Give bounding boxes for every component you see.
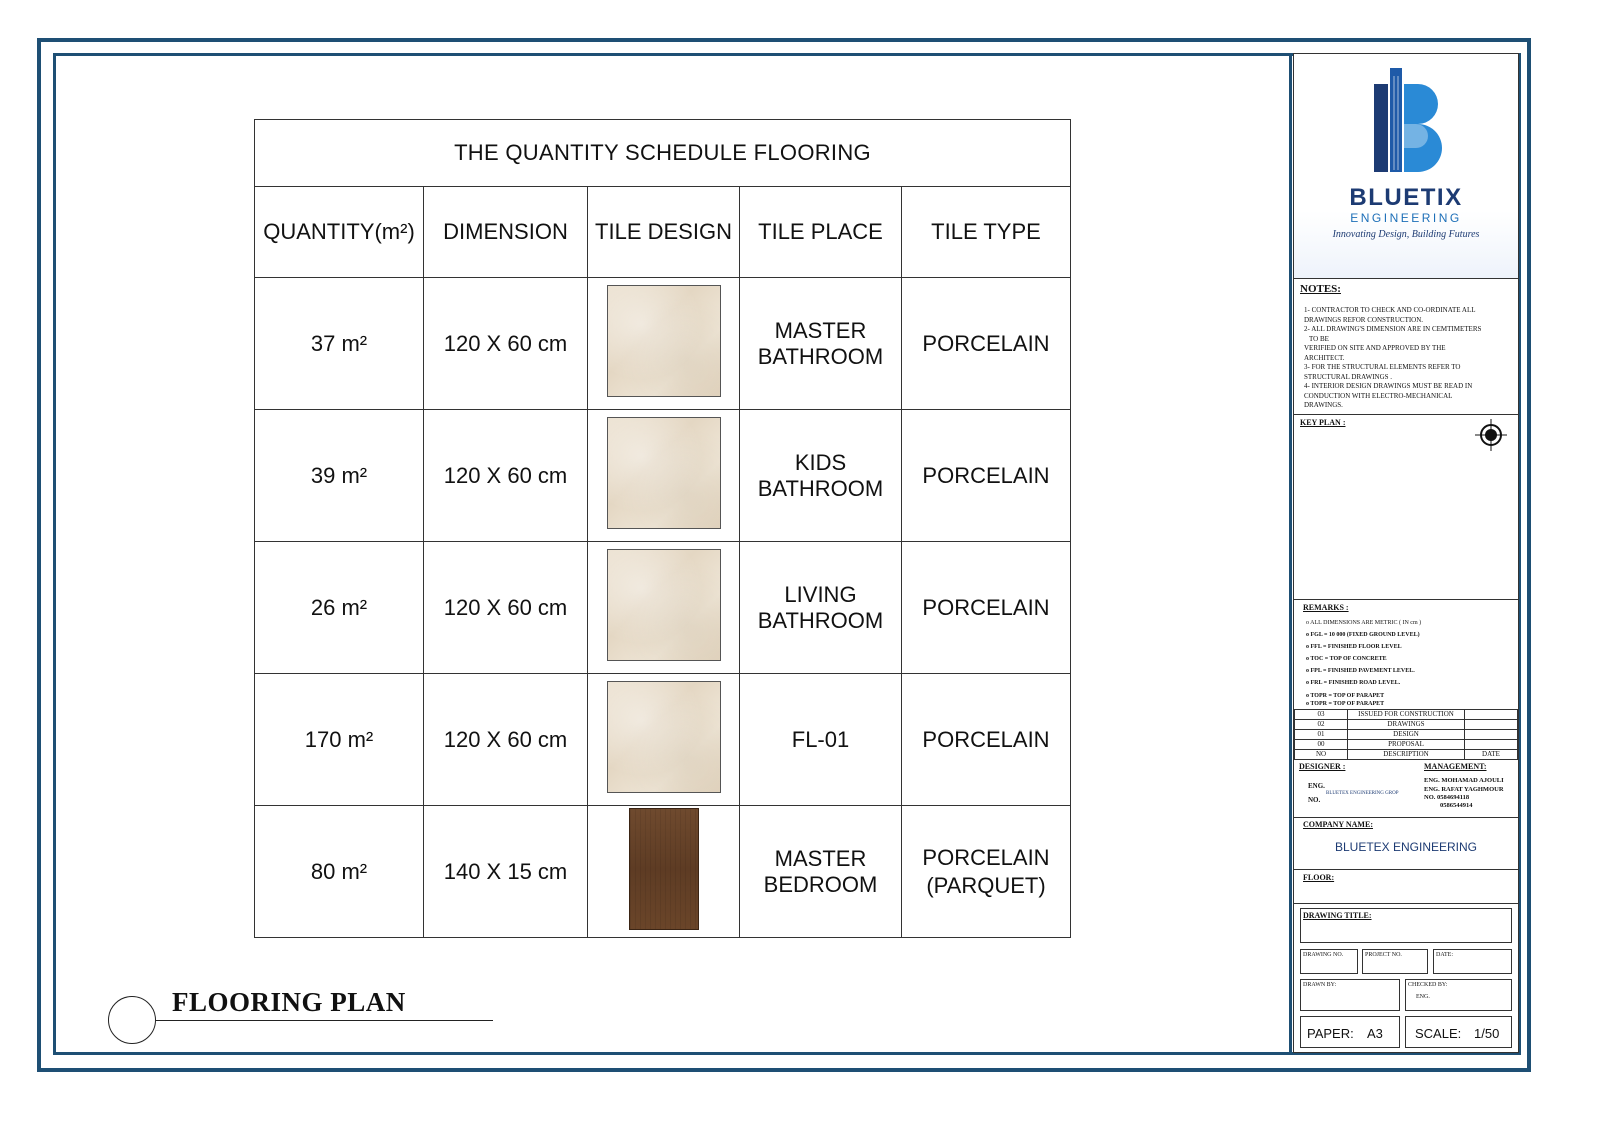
tile-type-cell [902, 278, 1071, 410]
date-label: DATE: [1436, 952, 1453, 958]
section-divider [1294, 903, 1518, 904]
drawn-by-box [1300, 979, 1400, 1011]
north-arrow-icon [1474, 418, 1508, 452]
brand-tagline: Innovating Design, Building Futures [1332, 229, 1480, 240]
dimension-cell: 120 X 60 cm [424, 542, 588, 674]
drawing-title-box [1300, 908, 1512, 943]
title-block [1293, 53, 1519, 1053]
revision-date [1465, 740, 1518, 750]
header-dimension: DIMENSION [424, 187, 588, 278]
manager-line: ENG. RAFAT YAGHMOUR [1424, 786, 1504, 793]
place-line-2: BATHROOM [757, 475, 884, 501]
tile-type-cell [902, 542, 1071, 674]
remarks-label: REMARKS : [1303, 603, 1349, 612]
section-divider [1294, 817, 1518, 818]
project-no-box [1362, 949, 1428, 974]
revision-desc: DRAWINGS [1348, 720, 1465, 730]
revision-no: NO [1295, 750, 1348, 760]
tile-design-cell [588, 542, 740, 674]
company-logo [1294, 54, 1518, 279]
quantity-schedule-table [254, 119, 1071, 938]
note-line: 1- CONTRACTOR TO CHECK AND CO-ORDINATE ALL [1304, 306, 1476, 314]
revision-header-row [1295, 750, 1518, 760]
marble-tile-swatch [607, 417, 721, 529]
note-line: 4- INTERIOR DESIGN DRAWINGS MUST BE READ IN [1304, 382, 1473, 390]
remark-line: o ALL DIMENSIONS ARE METRIC ( IN cm ) [1306, 620, 1422, 626]
drawn-by-label: DRAWN BY: [1303, 982, 1337, 988]
table-row [255, 806, 1071, 938]
type-line-1: PORCELAIN [922, 726, 1050, 752]
plan-reference-circle [108, 996, 156, 1044]
marble-tile-swatch [607, 285, 721, 397]
plan-title: FLOORING PLAN [172, 987, 406, 1017]
key-plan-label: KEY PLAN : [1300, 418, 1346, 427]
brand-subtitle: ENGINEERING [1350, 211, 1462, 225]
place-line-1: FL-01 [791, 726, 850, 752]
checked-by-eng: ENG. [1416, 994, 1430, 1000]
remark-line: o FPL = FINISHED PAVEMENT LEVEL. [1306, 668, 1415, 674]
remark-line: o FGL = 10 000 (FIXED GROUND LEVEL) [1306, 632, 1420, 638]
revision-row [1295, 710, 1518, 720]
dimension-cell: 120 X 60 cm [424, 278, 588, 410]
header-tile-type: TILE TYPE [902, 187, 1071, 278]
paper-value: A3 [1367, 1026, 1383, 1041]
place-line-2: BEDROOM [763, 871, 878, 897]
header-tile-place: TILE PLACE [740, 187, 902, 278]
note-line: DRAWINGS REFOR CONSTRUCTION. [1304, 315, 1424, 324]
revision-no: 02 [1295, 720, 1348, 730]
note-line: STRUCTURAL DRAWINGS . [1304, 372, 1393, 381]
tile-type-cell [902, 806, 1071, 938]
note-line: TO BE [1309, 334, 1329, 343]
company-name: BLUETEX ENGINEERING [1334, 840, 1478, 854]
revision-table [1294, 709, 1518, 760]
revision-desc: DESIGN [1348, 730, 1465, 740]
place-line-1: MASTER [774, 845, 867, 871]
revision-desc: ISSUED FOR CONSTRUCTION [1348, 710, 1465, 720]
quantity-cell: 170 m² [255, 674, 424, 806]
remark-line: o FRL = FINISHED ROAD LEVEL. [1306, 680, 1401, 686]
note-line: ARCHITECT. [1304, 353, 1345, 362]
revision-row [1295, 730, 1518, 740]
scale-box [1405, 1016, 1512, 1048]
management-list [1424, 776, 1504, 810]
remark-line: o TOC = TOP OF CONCRETE [1306, 656, 1387, 662]
marble-tile-swatch [607, 549, 721, 661]
note-line: CONDUCTION WITH ELECTRO-MECHANICAL [1304, 391, 1453, 400]
quantity-cell: 39 m² [255, 410, 424, 542]
scale-label: SCALE: [1415, 1026, 1462, 1041]
header-quantity: QUANTITY(m²) [255, 187, 424, 278]
table-row [255, 542, 1071, 674]
revision-no: 01 [1295, 730, 1348, 740]
dimension-cell: 140 X 15 cm [424, 806, 588, 938]
tile-design-cell [588, 410, 740, 542]
revision-row [1295, 740, 1518, 750]
remark-line: o TOPR = TOP OF PARAPET [1306, 693, 1385, 699]
plan-title-underline [156, 1020, 493, 1021]
tile-place-cell [740, 410, 902, 542]
drawing-title-label: DRAWING TITLE: [1303, 911, 1372, 920]
building-logo-icon [1372, 66, 1442, 176]
manager-line: NO. 0584694118 [1424, 794, 1470, 801]
tile-design-cell [588, 806, 740, 938]
quantity-cell: 80 m² [255, 806, 424, 938]
revision-date [1465, 710, 1518, 720]
tile-type-cell [902, 410, 1071, 542]
revision-date: DATE [1465, 750, 1518, 760]
place-line-2: BATHROOM [757, 607, 884, 633]
tile-design-cell [588, 278, 740, 410]
notes-label: NOTES: [1300, 283, 1341, 295]
place-line-1: MASTER [774, 317, 867, 343]
quantity-cell: 37 m² [255, 278, 424, 410]
quantity-cell: 26 m² [255, 542, 424, 674]
remark-line: o TOPR = TOP OF PARAPET [1306, 701, 1385, 707]
tile-place-cell [740, 542, 902, 674]
floor-label: FLOOR: [1303, 873, 1335, 882]
header-tile-design: TILE DESIGN [588, 187, 740, 278]
revision-no: 00 [1295, 740, 1348, 750]
revision-desc: PROPOSAL [1348, 740, 1465, 750]
paper-box [1300, 1016, 1400, 1048]
section-divider [1294, 599, 1518, 600]
table-header-row [255, 187, 1071, 278]
note-line: 3- FOR THE STRUCTURAL ELEMENTS REFER TO [1304, 363, 1461, 371]
notes-list [1304, 306, 1514, 411]
revision-date [1465, 720, 1518, 730]
tile-place-cell [740, 278, 902, 410]
drawing-no-box [1300, 949, 1358, 974]
marble-tile-swatch [607, 681, 721, 793]
tile-type-cell [902, 674, 1071, 806]
dimension-cell: 120 X 60 cm [424, 410, 588, 542]
company-name-label: COMPANY NAME: [1303, 820, 1373, 829]
manager-line: 0586544914 [1440, 802, 1473, 809]
checked-by-box [1405, 979, 1512, 1011]
scale-value: 1/50 [1474, 1026, 1500, 1041]
designer-eng: ENG. [1308, 782, 1325, 790]
designer-label: DESIGNER : [1299, 762, 1346, 771]
revision-no: 03 [1295, 710, 1348, 720]
remark-line: o FFL = FINISHED FLOOR LEVEL [1306, 644, 1402, 650]
revision-row [1295, 720, 1518, 730]
schedule-title: THE QUANTITY SCHEDULE FLOORING [255, 120, 1071, 187]
paper-label: PAPER: [1307, 1026, 1354, 1041]
section-divider [1294, 869, 1518, 870]
tile-place-cell [740, 806, 902, 938]
remarks-list [1306, 617, 1421, 708]
type-line-2: (PARQUET) [926, 872, 1046, 898]
designer-company: BLUETEX ENGINEERING GROP [1326, 791, 1399, 796]
note-line: VERIFIED ON SITE AND APPROVED BY THE [1304, 344, 1446, 352]
project-no-label: PROJECT NO. [1365, 952, 1402, 958]
table-row [255, 278, 1071, 410]
type-line-1: PORCELAIN [922, 844, 1050, 870]
type-line-1: PORCELAIN [922, 594, 1050, 620]
designer-no: NO. [1308, 796, 1321, 804]
section-divider [1294, 414, 1518, 415]
revision-date [1465, 730, 1518, 740]
tile-place-cell [740, 674, 902, 806]
table-row [255, 674, 1071, 806]
drawing-no-label: DRAWING NO. [1303, 952, 1344, 958]
checked-by-label: CHECKED BY: [1408, 982, 1448, 988]
place-line-1: LIVING [784, 581, 857, 607]
type-line-1: PORCELAIN [922, 462, 1050, 488]
note-line: DRAWINGS. [1304, 401, 1343, 409]
wood-tile-swatch [629, 808, 699, 930]
revision-desc: DESCRIPTION [1348, 750, 1465, 760]
note-line: 2- ALL DRAWING'S DIMENSION ARE IN CEMTIMETERS [1304, 325, 1482, 333]
brand-name: BLUETIX [1349, 184, 1463, 211]
place-line-2: BATHROOM [757, 343, 884, 369]
manager-line: ENG. MOHAMAD AJOULI [1424, 777, 1504, 784]
management-label: MANAGEMENT: [1424, 762, 1487, 771]
place-line-1: KIDS [794, 449, 847, 475]
type-line-1: PORCELAIN [922, 330, 1050, 356]
date-box [1433, 949, 1512, 974]
dimension-cell: 120 X 60 cm [424, 674, 588, 806]
table-row [255, 410, 1071, 542]
title-block-divider [1289, 53, 1292, 1055]
tile-design-cell [588, 674, 740, 806]
